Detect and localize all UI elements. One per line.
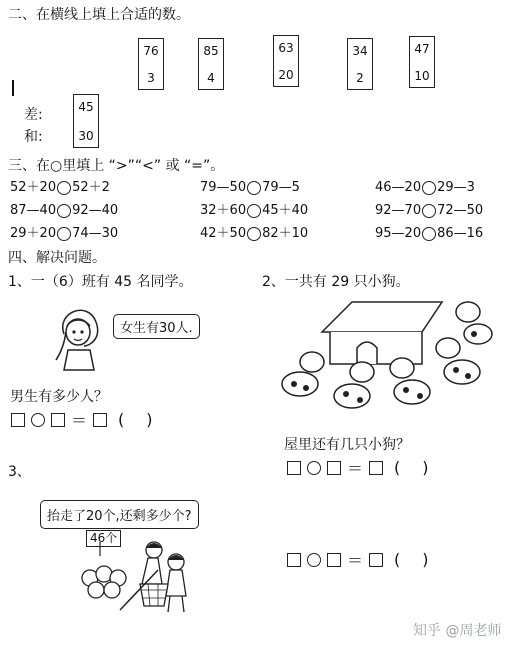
dog-icon [282, 352, 324, 396]
number-pair-box-4 [347, 38, 373, 90]
q1-speech-bubble: 女生有30人. [113, 314, 200, 339]
q3-speech-bubble: 抬走了20个,还剩多少个? [40, 500, 199, 529]
example-bottom: 30 [78, 129, 94, 143]
operator-circle[interactable] [307, 553, 321, 567]
answer-box[interactable] [287, 553, 301, 567]
left-bar-mark [12, 80, 14, 96]
compare-left: 79—50 [200, 180, 247, 195]
dog-icon [456, 302, 492, 344]
compare-blank-circle[interactable] [422, 181, 436, 195]
compare-item [10, 180, 110, 196]
compare-left: 46—20 [375, 180, 422, 195]
section3-title: 三、在○里填上 “>”“<” 或 “=”。 [8, 158, 225, 174]
answer-box[interactable] [287, 461, 301, 475]
dogs-house-illustration [272, 292, 494, 422]
compare-left: 87—40 [10, 203, 57, 218]
watermark: 知乎 @周老师 [413, 623, 502, 639]
compare-item [375, 203, 483, 219]
unit-parentheses[interactable]: () [394, 458, 451, 477]
compare-item [200, 226, 308, 242]
operator-circle[interactable] [307, 461, 321, 475]
answer-box[interactable] [51, 413, 65, 427]
pair-top: 76 [143, 44, 159, 58]
compare-item [200, 180, 300, 196]
pair-bottom: 20 [278, 68, 294, 82]
compare-item [375, 226, 483, 242]
sum-label: 和: [24, 129, 43, 145]
compare-right: 52＋2 [72, 180, 110, 195]
answer-box[interactable] [369, 553, 383, 567]
answer-box[interactable] [93, 413, 107, 427]
q3-prompt: 3、 [8, 464, 31, 480]
unit-parentheses[interactable]: () [118, 410, 175, 429]
pair-bottom: 4 [207, 71, 215, 85]
number-pair-box-2 [198, 38, 224, 90]
girl-illustration [50, 302, 110, 372]
equals-sign: ＝ [71, 411, 88, 430]
compare-right: 72—50 [437, 203, 484, 218]
compare-left: 92—70 [375, 203, 422, 218]
compare-blank-circle[interactable] [422, 204, 436, 218]
example-pair-box [73, 94, 99, 148]
compare-right: 86—16 [437, 226, 484, 241]
compare-blank-circle[interactable] [247, 227, 261, 241]
number-pair-box-1 [138, 38, 164, 90]
compare-blank-circle[interactable] [57, 227, 71, 241]
section4-title: 四、解决问题。 [8, 250, 106, 266]
pair-top: 63 [278, 41, 294, 55]
compare-blank-circle[interactable] [247, 204, 261, 218]
compare-right: 82＋10 [262, 226, 309, 241]
compare-left: 95—20 [375, 226, 422, 241]
compare-blank-circle[interactable] [57, 181, 71, 195]
q1-equation-row [8, 408, 175, 431]
pair-top: 85 [203, 44, 219, 58]
compare-left: 32＋60 [200, 203, 247, 218]
compare-item [375, 180, 475, 196]
pair-top: 47 [414, 42, 430, 56]
number-pair-box-5 [409, 36, 435, 88]
compare-right: 74—30 [72, 226, 119, 241]
pair-bottom: 2 [356, 71, 364, 85]
compare-right: 79—5 [262, 180, 300, 195]
q3-sign-text: 46个 [90, 531, 118, 545]
pair-bottom: 10 [414, 69, 430, 83]
compare-left: 42＋50 [200, 226, 247, 241]
compare-right: 45＋40 [262, 203, 309, 218]
pair-bottom: 3 [147, 71, 155, 85]
compare-blank-circle[interactable] [422, 227, 436, 241]
compare-left: 29＋20 [10, 226, 57, 241]
compare-left: 52＋20 [10, 180, 57, 195]
q2-question: 屋里还有几只小狗？ [284, 437, 410, 453]
answer-box[interactable] [11, 413, 25, 427]
compare-blank-circle[interactable] [247, 181, 261, 195]
q2-prompt: 2、一共有 29 只小狗。 [262, 274, 410, 290]
pair-top: 34 [352, 44, 368, 58]
q2-equation-row [284, 456, 451, 479]
operator-circle[interactable] [31, 413, 45, 427]
answer-box[interactable] [327, 553, 341, 567]
compare-right: 92—40 [72, 203, 119, 218]
answer-box[interactable] [327, 461, 341, 475]
example-top: 45 [78, 100, 94, 114]
children-apples-illustration [80, 540, 200, 615]
answer-box[interactable] [369, 461, 383, 475]
number-pair-box-3 [273, 35, 299, 87]
equals-sign: ＝ [347, 551, 364, 570]
unit-parentheses[interactable]: () [394, 550, 451, 569]
compare-blank-circle[interactable] [57, 204, 71, 218]
q1-prompt: 1、一（6）班有 45 名同学。 [8, 274, 193, 290]
compare-right: 29—3 [437, 180, 475, 195]
q3-equation-row [284, 548, 451, 571]
dog-icon [390, 358, 430, 404]
equals-sign: ＝ [347, 459, 364, 478]
compare-item [10, 203, 118, 219]
q1-question: 男生有多少人？ [10, 389, 108, 405]
compare-item [10, 226, 118, 242]
dog-icon [334, 362, 374, 408]
compare-item [200, 203, 308, 219]
dog-icon [436, 338, 480, 384]
diff-label: 差: [24, 107, 43, 123]
section2-title: 二、在横线上填上合适的数。 [8, 7, 190, 23]
